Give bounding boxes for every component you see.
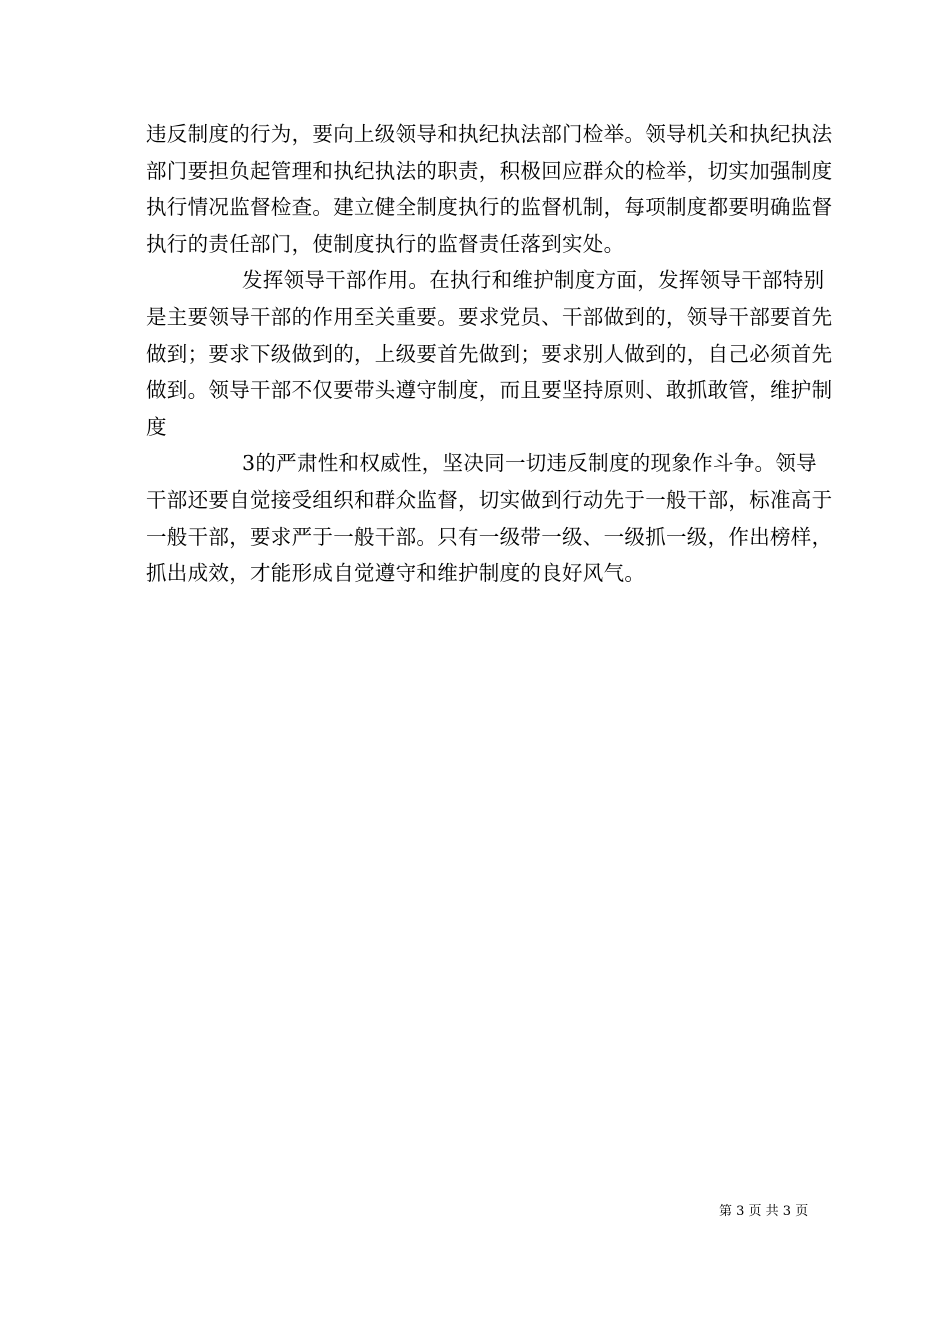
document-body [146,116,836,592]
page-number-footer: 第 3 页 共 3 页 [719,1204,809,1219]
paragraph-3: 3的严肃性和权威性，坚决同一切违反制度的现象作斗争。领导干部还要自觉接受组织和群众监督，切实做到行动先于一般干部，标准高于一般干部，要求严于一般干部。只有一级带一级、一级抓一级，作出榜样，抓出成效，才能形成自觉遵守和维护制度的良好风气。 [146,451,833,586]
paragraph-2: 发挥领导干部作用。在执行和维护制度方面，发挥领导干部特别是主要领导干部的作用至关重要。要求党员、干部做到的，领导干部要首先做到；要求下级做到的，上级要首先做到；要求别人做到的，自己必须首先做到。领导干部不仅要带头遵守制度，而且要坚持原则、敢抓敢管，维护制度 [146,268,833,439]
paragraph-1: 违反制度的行为，要向上级领导和执纪执法部门检举。领导机关和执纪执法部门要担负起管理和执纪执法的职责，积极回应群众的检举，切实加强制度执行情况监督检查。建立健全制度执行的监督机制，每项制度都要明确监督执行的责任部门，使制度执行的监督责任落到实处。 [146,122,833,256]
